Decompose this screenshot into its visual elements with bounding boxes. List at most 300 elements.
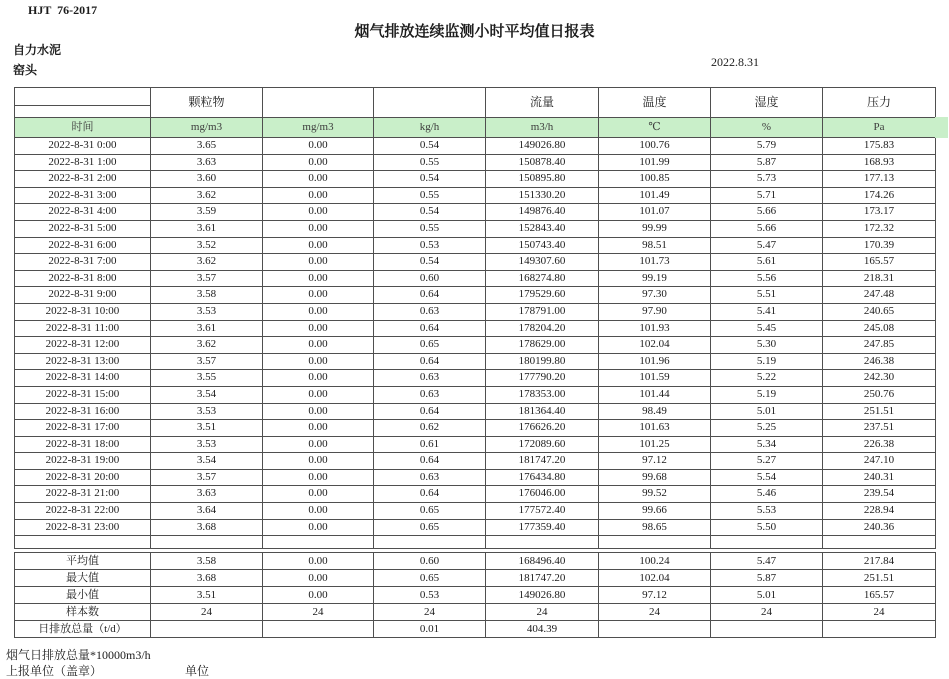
value-cell: 0.63 xyxy=(374,469,486,486)
value-cell: 0.61 xyxy=(374,436,486,453)
value-cell: 226.38 xyxy=(823,436,936,453)
station-name: 窑头 xyxy=(13,63,38,77)
row-label-cell: 2022-8-31 16:00 xyxy=(15,403,151,420)
row-label-cell: 2022-8-31 11:00 xyxy=(15,320,151,337)
row-label-cell: 2022-8-31 19:00 xyxy=(15,453,151,470)
value-cell: 3.61 xyxy=(151,320,263,337)
value-cell: 5.25 xyxy=(711,420,823,437)
value-cell: 151330.20 xyxy=(486,187,599,204)
value-cell: 5.73 xyxy=(711,171,823,188)
table-row xyxy=(15,270,936,287)
value-cell: 149876.40 xyxy=(486,204,599,221)
table-row xyxy=(15,370,936,387)
time-column-header: 时间 xyxy=(15,118,151,138)
value-cell: 3.62 xyxy=(151,187,263,204)
value-cell: 3.59 xyxy=(151,204,263,221)
value-cell: 239.54 xyxy=(823,486,936,503)
row-label-cell: 样本数 xyxy=(15,604,151,621)
row-label-cell: 2022-8-31 13:00 xyxy=(15,353,151,370)
header-particulate: 颗粒物 xyxy=(151,88,263,118)
value-cell: 0.00 xyxy=(263,154,374,171)
value-cell: 101.99 xyxy=(599,154,711,171)
value-cell: 0.65 xyxy=(374,503,486,520)
value-cell: 180199.80 xyxy=(486,353,599,370)
header-humidity: 湿度 xyxy=(711,88,823,118)
value-cell: 177359.40 xyxy=(486,519,599,536)
table-row xyxy=(15,204,936,221)
value-cell: 247.48 xyxy=(823,287,936,304)
value-cell: 178629.00 xyxy=(486,337,599,354)
value-cell: 102.04 xyxy=(599,570,711,587)
value-cell: 97.90 xyxy=(599,303,711,320)
unit-row-green-overflow xyxy=(935,117,948,138)
value-cell: 100.85 xyxy=(599,171,711,188)
value-cell: 5.01 xyxy=(711,403,823,420)
value-cell: 0.65 xyxy=(374,570,486,587)
value-cell: 178204.20 xyxy=(486,320,599,337)
empty-cell xyxy=(599,536,711,549)
row-label-cell: 2022-8-31 1:00 xyxy=(15,154,151,171)
value-cell: 5.19 xyxy=(711,353,823,370)
value-cell: 99.52 xyxy=(599,486,711,503)
table-row xyxy=(15,553,936,570)
empty-cell xyxy=(823,536,936,549)
value-cell: 176626.20 xyxy=(486,420,599,437)
empty-cell xyxy=(263,536,374,549)
page-title: 烟气排放连续监测小时平均值日报表 xyxy=(354,24,595,40)
value-cell: 0.00 xyxy=(263,138,374,155)
value-cell: 0.00 xyxy=(263,403,374,420)
value-cell: 0.00 xyxy=(263,270,374,287)
group-header-row xyxy=(15,88,936,106)
value-cell: 3.54 xyxy=(151,453,263,470)
value-cell: 178791.00 xyxy=(486,303,599,320)
value-cell: 3.58 xyxy=(151,553,263,570)
value-cell: 3.53 xyxy=(151,436,263,453)
value-cell: 0.00 xyxy=(263,553,374,570)
value-cell: 5.56 xyxy=(711,270,823,287)
value-cell: 3.51 xyxy=(151,587,263,604)
report-table xyxy=(14,87,936,638)
footer-note: 烟气日排放总量*10000m3/h xyxy=(6,648,151,662)
value-cell: 5.34 xyxy=(711,436,823,453)
value-cell: 0.62 xyxy=(374,420,486,437)
value-cell: 100.24 xyxy=(599,553,711,570)
unit-mg-m3-1: mg/m3 xyxy=(151,118,263,138)
value-cell: 217.84 xyxy=(823,553,936,570)
value-cell: 3.57 xyxy=(151,469,263,486)
unit-percent: % xyxy=(711,118,823,138)
value-cell: 181747.20 xyxy=(486,570,599,587)
value-cell: 251.51 xyxy=(823,570,936,587)
value-cell: 0.63 xyxy=(374,303,486,320)
value-cell: 5.47 xyxy=(711,553,823,570)
value-cell: 168.93 xyxy=(823,154,936,171)
value-cell: 0.55 xyxy=(374,154,486,171)
row-label-cell: 2022-8-31 17:00 xyxy=(15,420,151,437)
value-cell: 3.64 xyxy=(151,503,263,520)
value-cell: 0.65 xyxy=(374,337,486,354)
value-cell: 101.96 xyxy=(599,353,711,370)
value-cell: 0.00 xyxy=(263,254,374,271)
value-cell: 101.59 xyxy=(599,370,711,387)
value-cell: 0.54 xyxy=(374,204,486,221)
hourly-data-body xyxy=(15,138,936,536)
value-cell: 0.00 xyxy=(263,287,374,304)
value-cell: 5.41 xyxy=(711,303,823,320)
value-cell: 5.87 xyxy=(711,154,823,171)
value-cell: 0.00 xyxy=(263,204,374,221)
value-cell: 5.47 xyxy=(711,237,823,254)
value-cell: 101.73 xyxy=(599,254,711,271)
value-cell: 245.08 xyxy=(823,320,936,337)
value-cell: 150743.40 xyxy=(486,237,599,254)
value-cell: 0.00 xyxy=(263,187,374,204)
table-row xyxy=(15,220,936,237)
value-cell: 5.27 xyxy=(711,453,823,470)
value-cell: 3.52 xyxy=(151,237,263,254)
value-cell: 218.31 xyxy=(823,270,936,287)
row-label-cell: 2022-8-31 0:00 xyxy=(15,138,151,155)
value-cell: 0.64 xyxy=(374,320,486,337)
value-cell: 0.00 xyxy=(263,570,374,587)
value-cell: 5.22 xyxy=(711,370,823,387)
header-temperature: 温度 xyxy=(599,88,711,118)
value-cell: 0.00 xyxy=(263,469,374,486)
row-label-cell: 2022-8-31 4:00 xyxy=(15,204,151,221)
value-cell: 170.39 xyxy=(823,237,936,254)
unit-mg-m3-2: mg/m3 xyxy=(263,118,374,138)
header-flow: 流量 xyxy=(486,88,599,118)
value-cell: 5.87 xyxy=(711,570,823,587)
value-cell: 172089.60 xyxy=(486,436,599,453)
row-label-cell: 2022-8-31 9:00 xyxy=(15,287,151,304)
unit-pa: Pa xyxy=(823,118,936,138)
value-cell: 0.60 xyxy=(374,270,486,287)
header-blank-1 xyxy=(263,88,374,118)
value-cell: 3.60 xyxy=(151,171,263,188)
value-cell: 177572.40 xyxy=(486,503,599,520)
header-pressure: 压力 xyxy=(823,88,936,118)
value-cell: 251.51 xyxy=(823,403,936,420)
value-cell: 3.63 xyxy=(151,154,263,171)
value-cell: 0.00 xyxy=(263,486,374,503)
value-cell: 149026.80 xyxy=(486,138,599,155)
table-row xyxy=(15,138,936,155)
table-row xyxy=(15,436,936,453)
value-cell: 0.00 xyxy=(263,436,374,453)
footer-unit-label: 单位 xyxy=(185,664,210,678)
empty-cell xyxy=(486,536,599,549)
row-label-cell: 2022-8-31 18:00 xyxy=(15,436,151,453)
value-cell: 3.57 xyxy=(151,270,263,287)
value-cell: 0.00 xyxy=(263,420,374,437)
value-cell: 177790.20 xyxy=(486,370,599,387)
value-cell: 24 xyxy=(599,604,711,621)
value-cell xyxy=(263,621,374,638)
table-row xyxy=(15,420,936,437)
value-cell: 0.00 xyxy=(263,303,374,320)
value-cell: 150895.80 xyxy=(486,171,599,188)
table-row xyxy=(15,254,936,271)
row-label-cell: 2022-8-31 15:00 xyxy=(15,386,151,403)
value-cell: 3.62 xyxy=(151,337,263,354)
value-cell: 176046.00 xyxy=(486,486,599,503)
value-cell: 0.00 xyxy=(263,353,374,370)
value-cell: 250.76 xyxy=(823,386,936,403)
value-cell xyxy=(711,621,823,638)
value-cell: 181747.20 xyxy=(486,453,599,470)
value-cell: 3.65 xyxy=(151,138,263,155)
value-cell: 3.68 xyxy=(151,519,263,536)
table-row xyxy=(15,171,936,188)
value-cell: 97.12 xyxy=(599,453,711,470)
row-label-cell: 最小值 xyxy=(15,587,151,604)
value-cell: 165.57 xyxy=(823,254,936,271)
value-cell xyxy=(599,621,711,638)
value-cell: 181364.40 xyxy=(486,403,599,420)
value-cell: 99.68 xyxy=(599,469,711,486)
row-label-cell: 2022-8-31 3:00 xyxy=(15,187,151,204)
value-cell: 3.53 xyxy=(151,403,263,420)
value-cell: 3.63 xyxy=(151,486,263,503)
value-cell: 0.00 xyxy=(263,337,374,354)
table-row xyxy=(15,320,936,337)
empty-cell xyxy=(151,536,263,549)
value-cell: 0.65 xyxy=(374,519,486,536)
row-label-cell: 2022-8-31 5:00 xyxy=(15,220,151,237)
value-cell: 0.54 xyxy=(374,171,486,188)
empty-cell xyxy=(711,536,823,549)
value-cell: 3.51 xyxy=(151,420,263,437)
value-cell: 0.00 xyxy=(263,220,374,237)
value-cell: 173.17 xyxy=(823,204,936,221)
header-blank-2 xyxy=(374,88,486,118)
table-row xyxy=(15,486,936,503)
header-empty-bottom-cell xyxy=(15,106,151,118)
table-row xyxy=(15,621,936,638)
summary-body xyxy=(15,553,936,638)
value-cell: 228.94 xyxy=(823,503,936,520)
value-cell: 3.55 xyxy=(151,370,263,387)
row-label-cell: 2022-8-31 22:00 xyxy=(15,503,151,520)
value-cell: 0.00 xyxy=(263,519,374,536)
value-cell: 24 xyxy=(823,604,936,621)
table-row xyxy=(15,469,936,486)
value-cell: 99.19 xyxy=(599,270,711,287)
value-cell: 247.10 xyxy=(823,453,936,470)
value-cell: 101.44 xyxy=(599,386,711,403)
value-cell: 99.66 xyxy=(599,503,711,520)
value-cell: 0.64 xyxy=(374,403,486,420)
value-cell: 0.00 xyxy=(263,453,374,470)
value-cell: 3.58 xyxy=(151,287,263,304)
value-cell: 3.62 xyxy=(151,254,263,271)
value-cell: 150878.40 xyxy=(486,154,599,171)
value-cell: 0.00 xyxy=(263,503,374,520)
value-cell: 5.01 xyxy=(711,587,823,604)
value-cell: 5.66 xyxy=(711,220,823,237)
value-cell: 0.00 xyxy=(263,237,374,254)
value-cell: 3.54 xyxy=(151,386,263,403)
value-cell: 240.31 xyxy=(823,469,936,486)
value-cell: 149026.80 xyxy=(486,587,599,604)
unit-kg-h: kg/h xyxy=(374,118,486,138)
value-cell: 24 xyxy=(151,604,263,621)
value-cell: 0.54 xyxy=(374,138,486,155)
value-cell: 0.55 xyxy=(374,187,486,204)
value-cell: 0.54 xyxy=(374,254,486,271)
value-cell: 0.64 xyxy=(374,453,486,470)
table-row xyxy=(15,187,936,204)
empty-cell xyxy=(374,536,486,549)
value-cell: 240.65 xyxy=(823,303,936,320)
table-row xyxy=(15,386,936,403)
value-cell: 0.63 xyxy=(374,386,486,403)
value-cell: 168274.80 xyxy=(486,270,599,287)
unit-header-row xyxy=(15,118,936,138)
value-cell: 5.66 xyxy=(711,204,823,221)
value-cell: 240.36 xyxy=(823,519,936,536)
value-cell: 24 xyxy=(263,604,374,621)
row-label-cell: 2022-8-31 2:00 xyxy=(15,171,151,188)
value-cell: 0.53 xyxy=(374,587,486,604)
footer-report-unit-label: 上报单位（盖章） xyxy=(6,664,103,678)
value-cell: 0.00 xyxy=(263,171,374,188)
value-cell: 237.51 xyxy=(823,420,936,437)
value-cell: 175.83 xyxy=(823,138,936,155)
value-cell: 168496.40 xyxy=(486,553,599,570)
table-row xyxy=(15,303,936,320)
value-cell: 0.00 xyxy=(263,587,374,604)
value-cell: 24 xyxy=(374,604,486,621)
row-label-cell: 2022-8-31 21:00 xyxy=(15,486,151,503)
header-empty-top-cell xyxy=(15,88,151,106)
row-label-cell: 日排放总量（t/d） xyxy=(15,621,151,638)
value-cell: 101.93 xyxy=(599,320,711,337)
value-cell xyxy=(151,621,263,638)
value-cell: 242.30 xyxy=(823,370,936,387)
value-cell: 0.01 xyxy=(374,621,486,638)
value-cell: 100.76 xyxy=(599,138,711,155)
table-row xyxy=(15,154,936,171)
value-cell: 101.25 xyxy=(599,436,711,453)
value-cell: 101.07 xyxy=(599,204,711,221)
row-label-cell: 2022-8-31 6:00 xyxy=(15,237,151,254)
value-cell: 3.68 xyxy=(151,570,263,587)
document-code: HJT 76-2017 xyxy=(28,3,98,17)
table-row xyxy=(15,519,936,536)
unit-m3-h: m3/h xyxy=(486,118,599,138)
table-row xyxy=(15,287,936,304)
unit-celsius: ℃ xyxy=(599,118,711,138)
value-cell: 5.46 xyxy=(711,486,823,503)
value-cell: 177.13 xyxy=(823,171,936,188)
value-cell: 149307.60 xyxy=(486,254,599,271)
value-cell: 0.64 xyxy=(374,353,486,370)
table-row xyxy=(15,587,936,604)
value-cell: 5.30 xyxy=(711,337,823,354)
value-cell: 5.53 xyxy=(711,503,823,520)
value-cell: 246.38 xyxy=(823,353,936,370)
value-cell: 0.00 xyxy=(263,370,374,387)
value-cell: 152843.40 xyxy=(486,220,599,237)
value-cell: 102.04 xyxy=(599,337,711,354)
value-cell: 5.79 xyxy=(711,138,823,155)
value-cell: 179529.60 xyxy=(486,287,599,304)
row-label-cell: 最大值 xyxy=(15,570,151,587)
row-label-cell: 2022-8-31 7:00 xyxy=(15,254,151,271)
row-label-cell: 2022-8-31 8:00 xyxy=(15,270,151,287)
value-cell: 176434.80 xyxy=(486,469,599,486)
table-row xyxy=(15,503,936,520)
value-cell: 5.50 xyxy=(711,519,823,536)
value-cell: 404.39 xyxy=(486,621,599,638)
value-cell: 3.61 xyxy=(151,220,263,237)
value-cell: 5.51 xyxy=(711,287,823,304)
company-name: 自力水泥 xyxy=(13,43,62,57)
value-cell: 165.57 xyxy=(823,587,936,604)
table-row xyxy=(15,403,936,420)
empty-separator-row xyxy=(15,536,936,549)
row-label-cell: 2022-8-31 20:00 xyxy=(15,469,151,486)
value-cell: 174.26 xyxy=(823,187,936,204)
value-cell: 97.12 xyxy=(599,587,711,604)
value-cell: 97.30 xyxy=(599,287,711,304)
row-label-cell: 2022-8-31 10:00 xyxy=(15,303,151,320)
row-label-cell: 2022-8-31 23:00 xyxy=(15,519,151,536)
report-table-container xyxy=(14,87,936,638)
value-cell: 101.63 xyxy=(599,420,711,437)
table-row xyxy=(15,353,936,370)
value-cell: 5.19 xyxy=(711,386,823,403)
report-date: 2022.8.31 xyxy=(711,55,759,69)
row-label-cell: 平均值 xyxy=(15,553,151,570)
value-cell: 98.49 xyxy=(599,403,711,420)
table-row xyxy=(15,337,936,354)
value-cell: 0.60 xyxy=(374,553,486,570)
value-cell: 0.64 xyxy=(374,287,486,304)
table-row xyxy=(15,570,936,587)
value-cell: 5.71 xyxy=(711,187,823,204)
row-label-cell: 2022-8-31 12:00 xyxy=(15,337,151,354)
value-cell: 101.49 xyxy=(599,187,711,204)
value-cell: 98.65 xyxy=(599,519,711,536)
table-row xyxy=(15,453,936,470)
row-label-cell: 2022-8-31 14:00 xyxy=(15,370,151,387)
value-cell: 0.63 xyxy=(374,370,486,387)
value-cell: 3.57 xyxy=(151,353,263,370)
value-cell: 0.64 xyxy=(374,486,486,503)
value-cell: 0.00 xyxy=(263,320,374,337)
value-cell: 24 xyxy=(486,604,599,621)
value-cell: 98.51 xyxy=(599,237,711,254)
value-cell: 5.54 xyxy=(711,469,823,486)
value-cell: 99.99 xyxy=(599,220,711,237)
value-cell: 5.45 xyxy=(711,320,823,337)
table-row xyxy=(15,604,936,621)
value-cell: 172.32 xyxy=(823,220,936,237)
value-cell: 3.53 xyxy=(151,303,263,320)
value-cell: 0.00 xyxy=(263,386,374,403)
value-cell xyxy=(823,621,936,638)
value-cell: 0.53 xyxy=(374,237,486,254)
value-cell: 24 xyxy=(711,604,823,621)
empty-cell xyxy=(15,536,151,549)
value-cell: 5.61 xyxy=(711,254,823,271)
value-cell: 247.85 xyxy=(823,337,936,354)
table-row xyxy=(15,237,936,254)
